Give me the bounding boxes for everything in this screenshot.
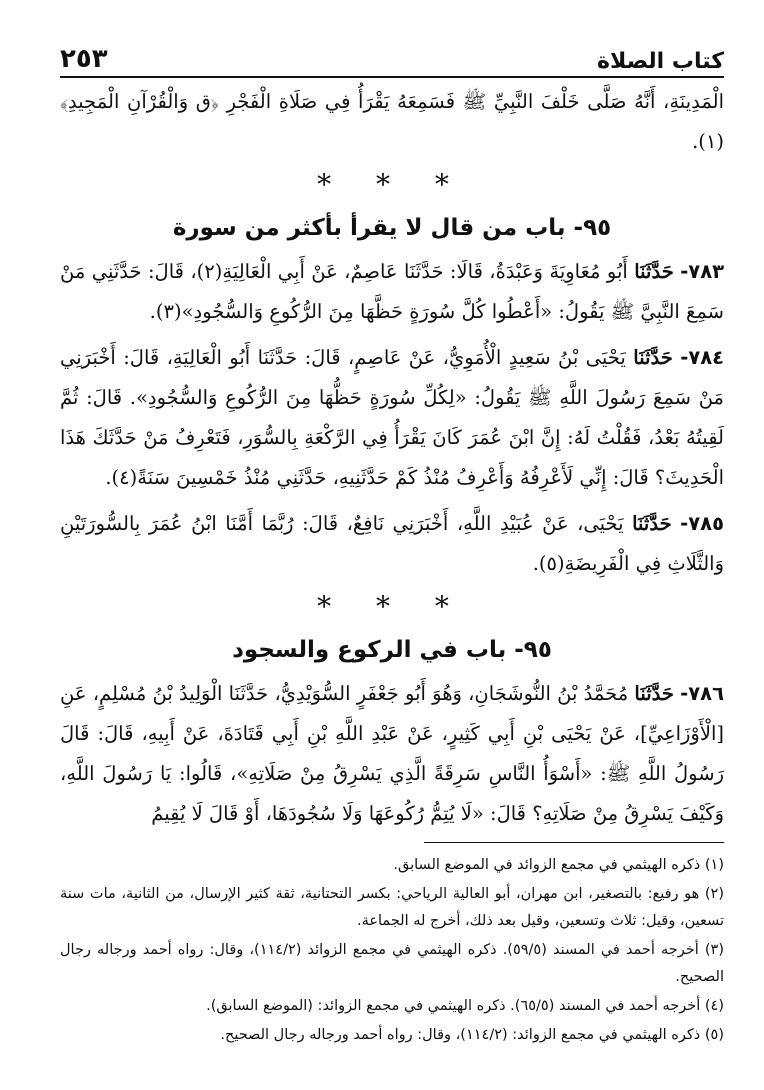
page-number: ٢٥٣ — [60, 44, 108, 74]
header-rule — [60, 76, 724, 78]
chapter-title: ٩٥- باب من قال لا يقرأ بأكثر من سورة — [172, 215, 612, 241]
hadith-number: ٧٨٥- — [680, 512, 724, 535]
hadith-785 — [60, 504, 724, 584]
hadith-text: يَحْيَى، عَنْ عُبَيْدِ اللَّهِ، أَخْبَرَنِي نَافِعٌ، قَالَ: رُبَّمَا أَمَّنَا ابْنُ عُمَرَ بِالسُّورَتَيْنِ وَالثَّلَاثِ فِي الْفَرِيضَةِ(٥). — [60, 512, 724, 575]
hadith-number: ٧٨٦- — [680, 682, 724, 705]
footnote-rule — [424, 842, 724, 843]
footnote: (٤) أخرجه أحمد في المسند (٦٥/٥). ذكره الهيثمي في مجمع الزوائد: (الموضع السابق). — [206, 998, 724, 1014]
hadith-text: يَحْيَى بْنُ سَعِيدٍ الْأُمَوِيُّ، عَنْ عَاصِمٍ، قَالَ: حَدَّثَنَا أَبُو الْعَالِيَةِ، قَالَ: أَخْبَرَنِي مَنْ سَمِعَ رَسُولَ اللَّهِ ﷺ يَقُولُ: «لِكُلِّ سُورَةٍ حَظُّهَا مِنَ الرُّكُوعِ وَالسُّجُودِ». قَالَ: ثُمَّ لَقِيتُهُ بَعْدُ، فَقُلْتُ لَهُ: إِنَّ ابْنَ عُمَرَ كَانَ يَقْرَأُ فِي الرَّكْعَةِ بِالسُّوَرِ، فَتَعْرِفُ مَنْ حَدَّثَكَ هَذَا الْحَدِيثَ؟ قَالَ: إِنِّي لَأَعْرِفُهُ وَأَعْرِفُ مُنْذُ كَمْ حَدَّثَنِيهِ، حَدَّثَنِي مُنْذُ خَمْسِينَ سَنَةً(٤). — [60, 346, 724, 489]
hadith-narration-word: حَدَّثَنَا — [634, 260, 674, 283]
chapter-title: ٩٥- باب في الركوع والسجود — [232, 637, 552, 663]
hadith-narration-word: حَدَّثَنَا — [633, 346, 673, 369]
main-text — [60, 82, 724, 840]
section-separator: * * * — [317, 168, 467, 201]
hadith-783 — [60, 252, 724, 332]
hadith-narration-word: حَدَّثَنَا — [632, 512, 672, 535]
section-separator: * * * — [317, 590, 467, 623]
page-header — [60, 38, 724, 74]
hadith-narration-word: حَدَّثَنَا — [634, 682, 674, 705]
footnote: (١) ذكره الهيثمي في مجمع الزوائد في الموضع السابق. — [393, 857, 724, 873]
continuation-paragraph: الْمَدِينَةِ، أَنَّهُ صَلَّى خَلْفَ النَّبِيِّ ﷺ فَسَمِعَهُ يَقْرَأُ فِي صَلَاةِ الْفَجْرِ ﴿ق وَالْقُرْآنِ الْمَجِيدِ﴾(١). — [60, 90, 724, 153]
running-title: كتاب الصلاة — [597, 49, 724, 74]
footnote: (٥) ذكره الهيثمي في مجمع الزوائد: (١١٤/٢)، وقال: رواه أحمد ورجاله رجال الصحيح. — [220, 1027, 724, 1043]
hadith-number: ٧٨٤- — [680, 346, 725, 369]
footnote: (٢) هو رفيع: بالتصغير، ابن مهران، أبو العالية الرياحي: بكسر التحتانية، ثقة كثير الإرسال، من الثانية، مات سنة تسعين، وقيل: ثلاث وتسعين، وقيل بعد ذلك، أخرج له الجماعة. — [60, 886, 724, 929]
hadith-number: ٧٨٣- — [680, 260, 725, 283]
footnotes — [60, 852, 724, 1051]
hadith-text: أَبُو مُعَاوِيَةَ وَعَبْدَةُ، قَالَا: حَدَّثَنَا عَاصِمٌ، عَنْ أَبِي الْعَالِيَةِ(٢)، قَالَ: حَدَّثَنِي مَنْ سَمِعَ النَّبِيَّ ﷺ يَقُولُ: «أَعْطُوا كُلَّ سُورَةٍ حَظَّهَا مِنَ الرُّكُوعِ وَالسُّجُودِ»(٣). — [60, 260, 724, 323]
hadith-784 — [60, 338, 724, 498]
hadith-786 — [60, 674, 724, 834]
footnote: (٣) أخرجه أحمد في المسند (٥٩/٥). ذكره الهيثمي في مجمع الزوائد (١١٤/٢)، وقال: رواه أحمد ورجاله رجال الصحيح. — [60, 942, 724, 985]
hadith-text: مُحَمَّدُ بْنُ النُّوشَجَانِ، وَهُوَ أَبُو جَعْفَرٍ السُّوَيْدِيُّ، حَدَّثَنَا الْوَلِيدُ بْنُ مُسْلِمٍ، عَنِ [الْأَوْزَاعِيِّ]، عَنْ يَحْيَى بْنِ أَبِي كَثِيرٍ، عَنْ عَبْدِ اللَّهِ بْنِ أَبِي قَتَادَةَ، عَنْ أَبِيهِ، قَالَ: قَالَ رَسُولُ اللَّهِ ﷺ: «أَسْوَأُ النَّاسِ سَرِقَةً الَّذِي يَسْرِقُ مِنْ صَلَاتِهِ»، قَالُوا: يَا رَسُولَ اللَّهِ، وَكَيْفَ يَسْرِقُ مِنْ صَلَاتِهِ؟ قَالَ: «لَا يُتِمُّ رُكُوعَهَا وَلَا سُجُودَهَا، أَوْ قَالَ لَا يُقِيمُ — [60, 682, 724, 825]
